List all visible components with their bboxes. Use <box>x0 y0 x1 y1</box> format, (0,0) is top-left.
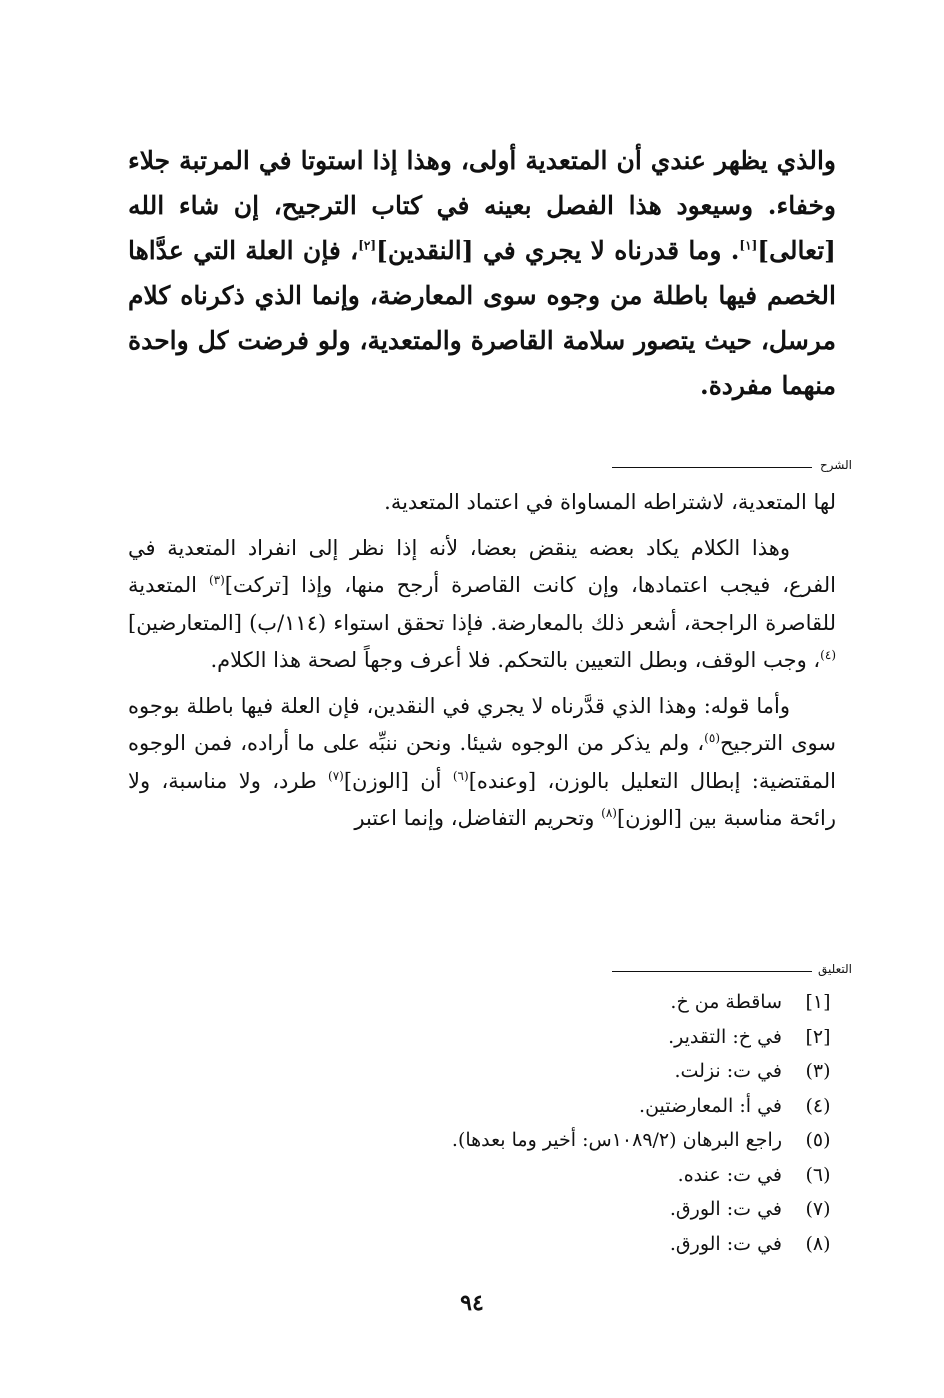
text-run: [المتعارضين] <box>128 610 242 635</box>
footnote-number: (٧) <box>805 1198 831 1220</box>
text-run: ، وجب الوقف، وبطل التعيين بالتحكم. فلا أعرف وجهاً لصحة هذا الكلام. <box>210 648 821 672</box>
footnote-text: في ت: نزلت. <box>674 1060 782 1082</box>
text-run: والذي يظهر عندي أن المتعدية أولى، وهذا إذا استوتا في المرتبة جلاء وخفاء. وسيعود هذا الفصل بعينه في كتاب الترجيح، إن شاء الله <box>128 146 836 220</box>
footnote-text: في خ: التقدير. <box>668 1025 782 1048</box>
text-run: [الوزن] <box>343 768 409 793</box>
footnote <box>300 1020 840 1055</box>
text-run: ، ولم يذكر من الوجوه شيئا. ونحن ننبِّه على ما أراده، فمن الوجوه المقتضية: إبطال التعليل بالوزن، <box>128 731 837 793</box>
sharh-label: الشرح <box>819 458 852 472</box>
taaliq-label: التعليق <box>817 962 852 976</box>
footnote <box>300 1158 840 1193</box>
text-run: ، فإن العلة التي عدَّاها الخصم فيها باطلة من وجوه سوى المعارضة، وإنما الذي ذكرناه كلام مرسل، حيث يتصور سلامة القاصرة والمتعدية، ولو فرضت كل واحدة منهما مفردة. <box>128 236 836 400</box>
footnote-text: في أ: المعارضتين. <box>639 1094 782 1117</box>
text-run: [الوزن] <box>616 806 682 830</box>
footnote-text: ساقطة من خ. <box>670 991 782 1013</box>
text-run: [النقدين] <box>376 236 474 265</box>
text-run: [تعالى] <box>757 236 836 265</box>
main-paragraph <box>128 138 836 408</box>
footnote-number: (٨) <box>805 1232 831 1255</box>
commentary-text <box>128 484 836 838</box>
footnote-text: في ت: الورق. <box>669 1232 782 1255</box>
page-number: ٩٤ <box>460 1290 484 1316</box>
footnotes-list <box>300 985 840 1261</box>
text-run: أن <box>408 768 453 793</box>
text-run: طرد، ولا مناسبة، ولا رائحة مناسبة بين <box>128 768 836 830</box>
text-run: [وعنده] <box>468 768 537 793</box>
footnote <box>300 1192 840 1227</box>
footnote-marker: (٤) <box>820 648 836 662</box>
footnote-marker: (٣) <box>208 573 225 587</box>
text-run: وتحريم التفاضل، وإنما اعتبر <box>354 806 602 830</box>
footnote-marker: (٨) <box>601 806 617 820</box>
footnote-text: في ت: عنده. <box>677 1163 782 1186</box>
footnote-marker: (٦) <box>452 768 469 783</box>
text-run: وهذا الكلام يكاد بعضه ينقض بعضا، لأنه إذا نظر إلى انفراد المتعدية في الفرع، فيجب اعتمادها، وإن كانت القاصرة أرجح منها، وإذا <box>128 535 836 597</box>
commentary-paragraph-1: لها المتعدية، لاشتراطه المساواة في اعتماد المتعدية. <box>384 490 836 514</box>
footnote-marker: (٧) <box>328 768 344 783</box>
footnote-marker: [١] <box>739 238 758 253</box>
footnote-number: (٣) <box>805 1060 831 1082</box>
footnote-marker: (٥) <box>704 731 720 745</box>
footnote-number: (٥) <box>805 1129 831 1151</box>
text-run: [تركت] <box>224 573 290 597</box>
taaliq-divider <box>612 962 852 982</box>
footnote <box>300 1054 840 1089</box>
footnote-text: في ت: الورق. <box>669 1198 782 1220</box>
footnote <box>300 1123 840 1158</box>
text-run: المتعدية للقاصرة الراجحة، أشعر ذلك بالمعارضة. فإذا تحقق استواء <box>128 573 836 635</box>
text-run: (١١٤/ب) <box>249 610 327 635</box>
footnote-number: [١] <box>805 991 831 1013</box>
text-run: . وما قدرناه لا يجري في <box>473 236 740 265</box>
footnote-number: [٢] <box>805 1025 831 1048</box>
taaliq-rule <box>612 971 812 972</box>
commentary-paragraph-3 <box>128 688 836 838</box>
footnote <box>300 1089 840 1124</box>
footnote-text: راجع البرهان (١٠٨٩/٢س: أخير وما بعدها). <box>451 1129 782 1151</box>
footnote-number: (٤) <box>805 1094 831 1117</box>
sharh-divider <box>612 458 852 478</box>
footnote <box>300 985 840 1020</box>
footnote-marker: [٢] <box>358 238 377 253</box>
commentary-paragraph-2 <box>128 530 836 680</box>
footnote <box>300 1227 840 1262</box>
text-run: وأما قوله: وهذا الذي قدَّرناه لا يجري في النقدين، فإن العلة فيها باطلة بوجوه سوى الترجيح <box>128 693 836 755</box>
sharh-rule <box>612 467 812 468</box>
footnote-number: (٦) <box>805 1163 831 1186</box>
main-text <box>128 138 836 408</box>
